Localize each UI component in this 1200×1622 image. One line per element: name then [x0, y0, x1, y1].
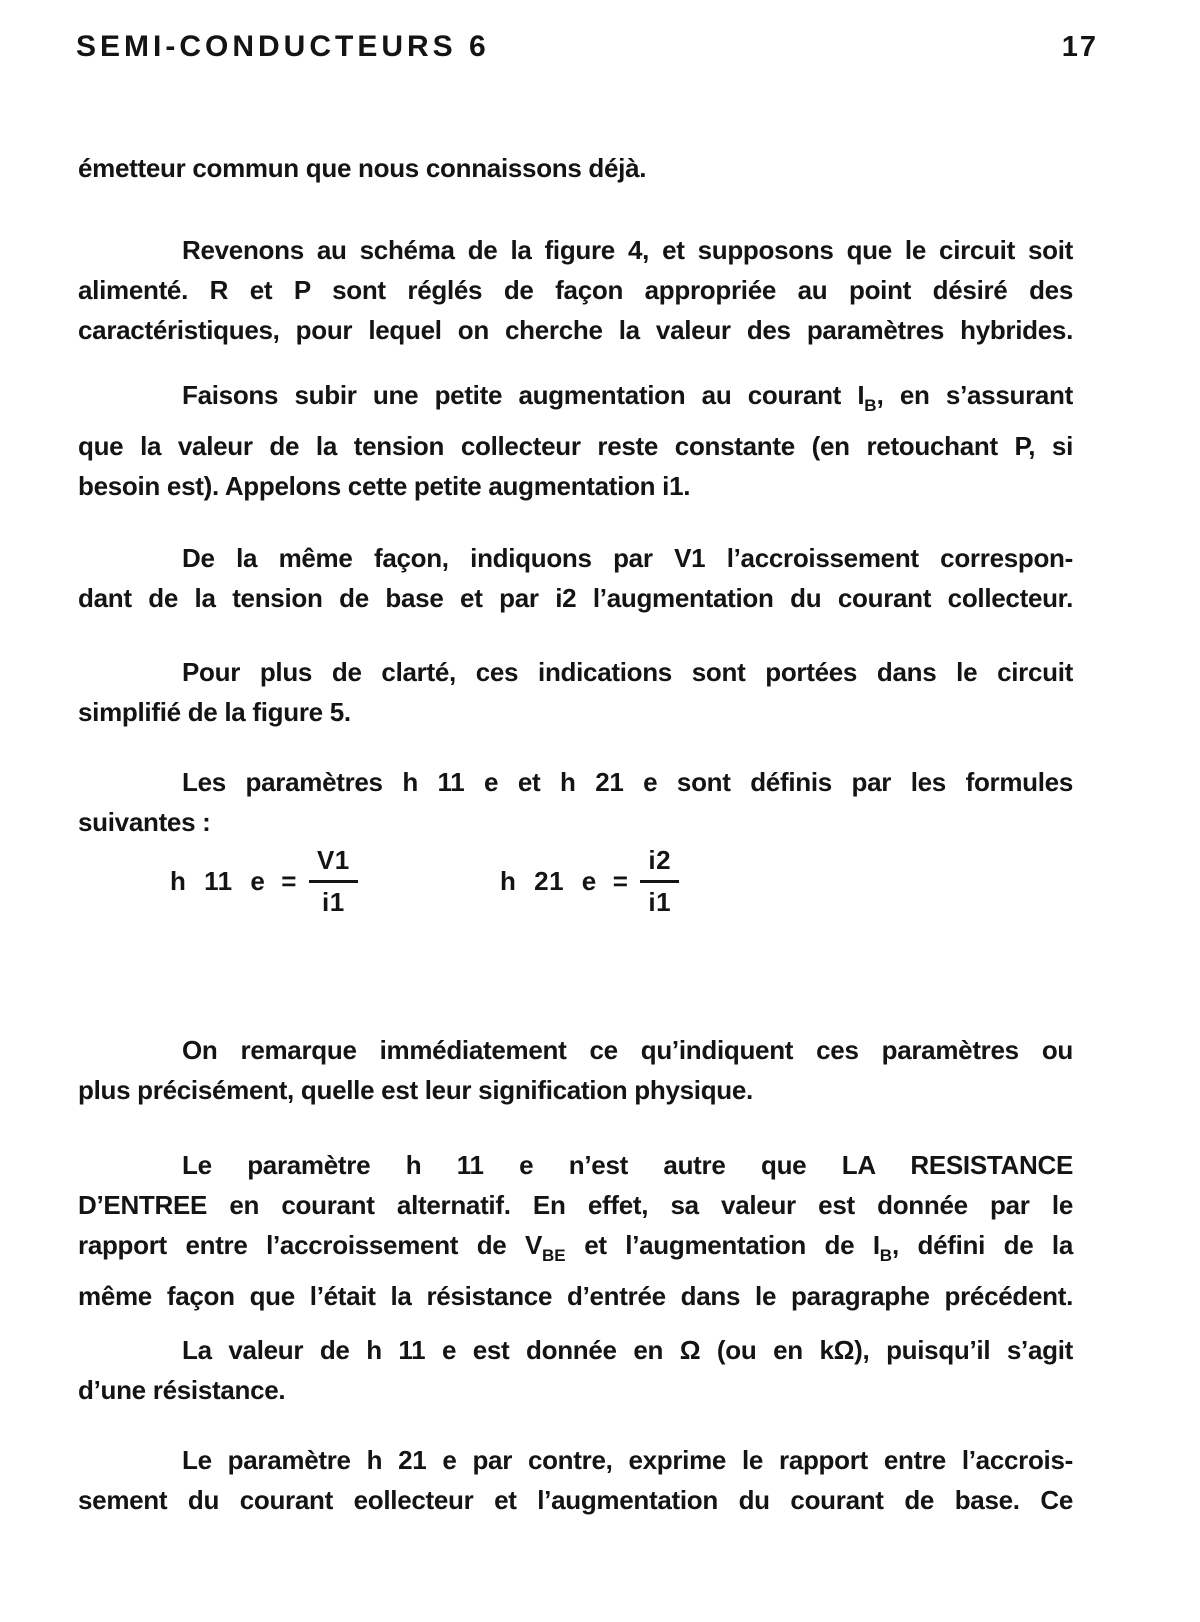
text-line: simplifié de la figure 5.: [78, 697, 351, 727]
text-line: D’ENTREE en courant alternatif. En effet, sa valeur est donnée par le: [78, 1190, 1073, 1220]
paragraph: [78, 375, 1073, 506]
text-line: La valeur de h 11 e est donnée en Ω (ou en kΩ), puisqu’il s’agit: [182, 1335, 1073, 1365]
fraction: [640, 845, 679, 918]
subscript: B: [864, 396, 877, 415]
text-line: Les paramètres h 11 e et h 21 e sont définis par les formules: [182, 767, 1073, 797]
fraction-denominator: i1: [648, 887, 672, 917]
fraction-numerator: i2: [640, 845, 679, 883]
text-line: même façon que l’était la résistance d’entrée dans le paragraphe précédent.: [78, 1281, 1073, 1311]
paragraph: [78, 1330, 1073, 1410]
text-line: suivantes :: [78, 807, 211, 837]
text-line: rapport entre l’accroissement de $V_{BE}$ et l’augmentation de $I_B$, défini de la: [78, 1230, 1073, 1265]
fraction: [309, 845, 358, 918]
text-line: Pour plus de clarté, ces indications sont portées dans le circuit: [182, 657, 1073, 687]
text-line: De la même façon, indiquons par V1 l’accroissement correspon-: [182, 543, 1073, 573]
page-number: 17: [1061, 31, 1098, 63]
text-line: sement du courant eollecteur et l’augmentation du courant de base. Ce: [78, 1485, 1073, 1515]
running-head-title: SEMI-CONDUCTEURS 6: [76, 30, 490, 63]
text-line: Le paramètre h 21 e par contre, exprime le rapport entre l’accrois-: [182, 1445, 1073, 1475]
formula-lhs: h 21 e: [500, 866, 597, 896]
paragraph: [78, 538, 1073, 618]
text-line: caractéristiques, pour lequel on cherche la valeur des paramètres hybrides.: [78, 315, 1073, 345]
text-line: besoin est). Appelons cette petite augmentation i1.: [78, 471, 691, 501]
text-line: Le paramètre h 11 e n’est autre que LA RESISTANCE: [182, 1150, 1073, 1180]
text-line: On remarque immédiatement ce qu’indiquent ces paramètres ou: [182, 1035, 1073, 1065]
fraction-numerator: V1: [309, 845, 358, 883]
formula-lhs: h 11 e: [170, 866, 266, 896]
equals-sign: =: [281, 866, 297, 896]
text-line: émetteur commun que nous connaissons déjà.: [78, 153, 647, 183]
paragraph: [78, 652, 1073, 732]
text-line: que la valeur de la tension collecteur reste constante (en retouchant P, si: [78, 431, 1073, 461]
subscript: BE: [542, 1246, 566, 1265]
paragraph: [78, 230, 1073, 350]
text-line: plus précisément, quelle est leur signification physique.: [78, 1075, 753, 1105]
text-line: Faisons subir une petite augmentation au courant $I_B$, en s’assurant: [182, 380, 1073, 415]
paragraph: [78, 148, 1073, 188]
text-line: Revenons au schéma de la figure 4, et supposons que le circuit soit: [182, 235, 1073, 265]
text-line: d’une résistance.: [78, 1375, 286, 1405]
text-line: dant de la tension de base et par i2 l’augmentation du courant collecteur.: [78, 583, 1073, 613]
fraction-denominator: i1: [322, 887, 345, 917]
formula-h21e: [500, 845, 679, 918]
equals-sign: =: [612, 866, 629, 896]
paragraph: [78, 1145, 1073, 1316]
paragraph: [78, 762, 1073, 842]
subscript: B: [879, 1246, 893, 1265]
paragraph: [78, 1440, 1073, 1520]
text-line: alimenté. R et P sont réglés de façon appropriée au point désiré des: [78, 275, 1073, 305]
formula-h11e: [170, 845, 358, 918]
paragraph: [78, 1030, 1073, 1110]
